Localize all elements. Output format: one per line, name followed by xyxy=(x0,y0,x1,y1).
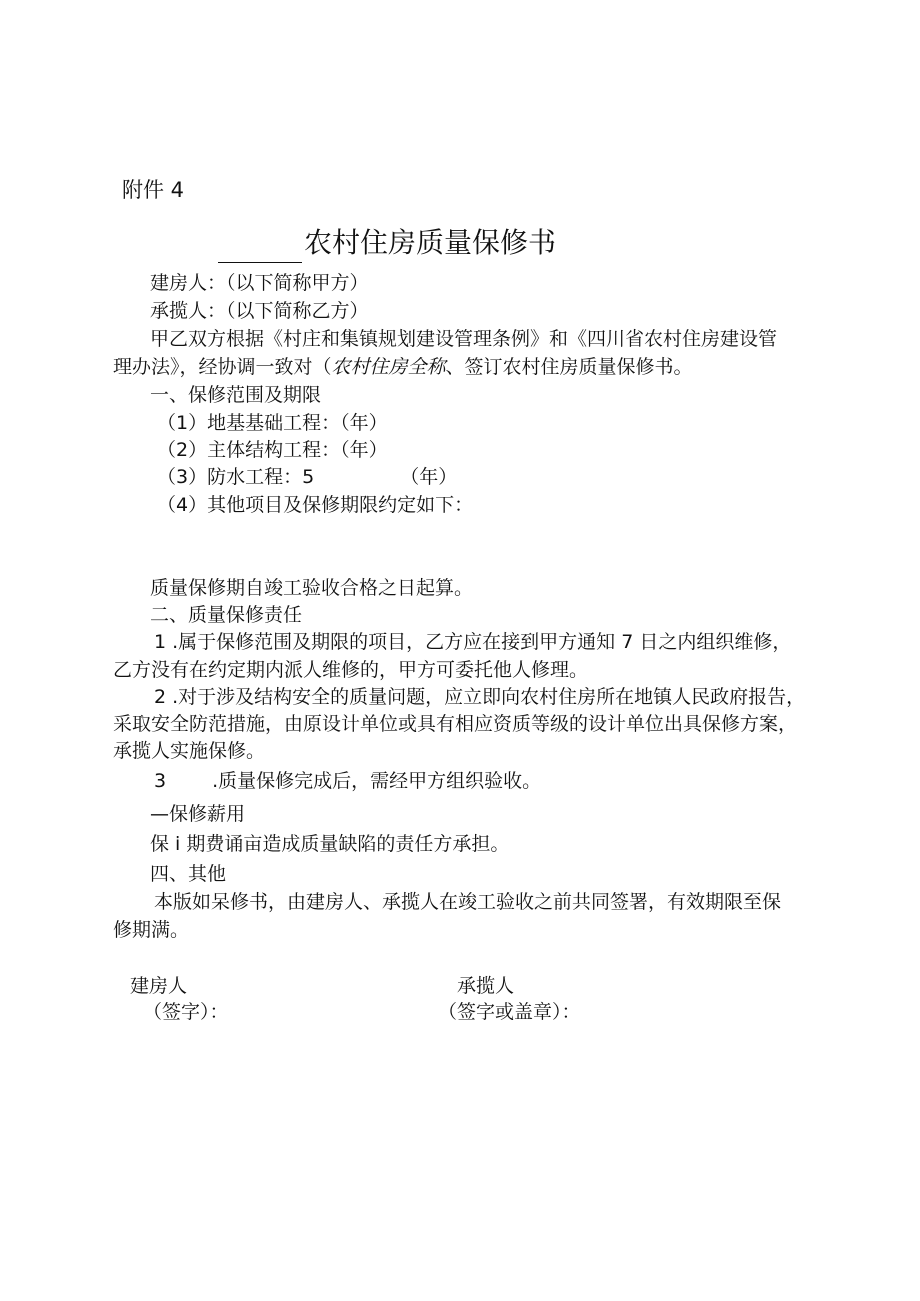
document-title xyxy=(218,223,556,263)
title-text: 农村住房质量保修书 xyxy=(304,226,557,259)
contractor-party: 承揽人：（以下简称乙方） xyxy=(150,300,369,322)
section-2-p2-line-2: 采取安全防范措施，由原设计单位或具有相应资质等级的设计单位出具保修方案， xyxy=(113,713,798,735)
section-1-heading: 一、保修范围及期限 xyxy=(150,384,322,406)
intro-house-name: 农村住房全称 xyxy=(331,356,446,378)
contractor-signature-label: 承揽人 xyxy=(457,975,515,997)
section-1-item-2: （2）主体结构工程：（年） xyxy=(157,439,388,461)
intro-line-2-b: 、签订农村住房质量保修书。 xyxy=(445,356,693,378)
section-1-item-4: （4）其他项目及保修期限约定如下： xyxy=(157,494,474,516)
section-2-p1-line-1: 1 .属于保修范围及期限的项目，乙方应在接到甲方通知 7 日之内组织维修， xyxy=(154,631,792,653)
section-2-p2-line-1: 2 .对于涉及结构安全的质量问题，应立即向农村住房所在地镇人民政府报告， xyxy=(154,686,806,708)
intro-line-1: 甲乙双方根据《村庄和集镇规划建设管理条例》和《四川省农村住房建设管 xyxy=(150,328,778,350)
section-2-p1-line-2: 乙方没有在约定期内派人维修的，甲方可委托他人修理。 xyxy=(113,659,589,681)
intro-line-2-a: 理办法》，经协调一致对（ xyxy=(113,356,332,378)
attachment-label: 附件 4 xyxy=(122,178,185,202)
section-1-item-3-a: （3）防水工程：5 xyxy=(157,466,315,488)
section-2-p3 xyxy=(154,767,541,795)
section-3-heading: —保修薪用 xyxy=(150,803,246,825)
title-blank xyxy=(218,234,302,263)
section-2-p3-num: 3 xyxy=(154,770,167,792)
section-3-text: 保 i 期费诵亩造成质量缺陷的责任方承担。 xyxy=(150,833,510,855)
section-1-item-1: （1）地基基础工程：（年） xyxy=(157,412,388,434)
contractor-signature-field: （签字或盖章）： xyxy=(438,1001,581,1023)
section-4-line-2: 修期满。 xyxy=(113,919,190,941)
section-1-item-3 xyxy=(157,463,457,491)
builder-signature-field: （签字）： xyxy=(143,1001,229,1023)
intro-line-2 xyxy=(113,353,693,381)
section-2-heading: 二、质量保修责任 xyxy=(150,604,303,626)
builder-party: 建房人：（以下简称甲方） xyxy=(150,272,369,294)
section-1-item-3-b: （年） xyxy=(400,466,458,488)
section-2-p2-line-3: 承揽人实施保修。 xyxy=(113,740,266,762)
warranty-start-note: 质量保修期自竣工验收合格之日起算。 xyxy=(150,577,474,599)
builder-signature-label: 建房人 xyxy=(130,975,188,997)
section-4-heading: 四、其他 xyxy=(150,863,227,885)
section-4-line-1: 本版如呆修书，由建房人、承揽人在竣工验收之前共同签署，有效期限至保 xyxy=(154,891,782,913)
section-2-p3-text: .质量保修完成后，需经甲方组织验收。 xyxy=(212,770,542,792)
